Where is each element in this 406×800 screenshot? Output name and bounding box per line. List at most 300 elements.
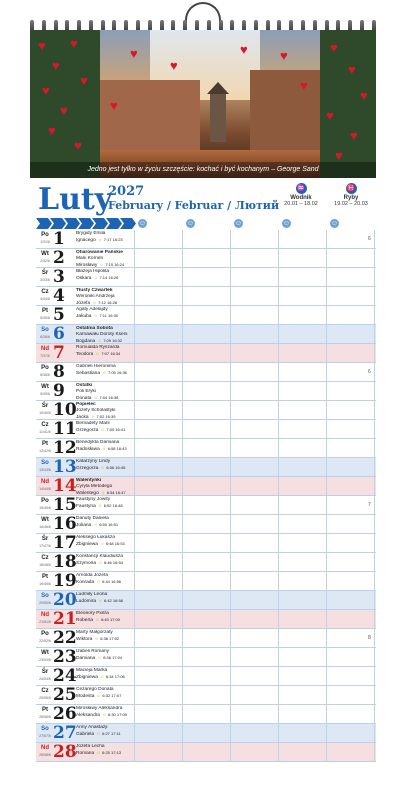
- weekday-label: Po: [41, 631, 49, 637]
- arrow-strip: [36, 218, 134, 229]
- nameday-names: [76, 541, 134, 547]
- person-icon: ☺: [138, 220, 147, 227]
- nameday-names: [76, 440, 134, 445]
- nameday-names: [76, 503, 134, 509]
- name-text: Popielec: [76, 402, 96, 407]
- name-text: Katarzyny Lindy: [76, 459, 111, 464]
- day-row[interactable]: [36, 268, 376, 287]
- name-text: Roberta: [76, 618, 94, 623]
- name-text: Cezarego Donata: [76, 687, 114, 692]
- day-of-year: 24/54/6: [39, 677, 51, 681]
- weekday-label: So: [41, 460, 49, 466]
- name-text: Weroniki Andrzeja: [76, 294, 115, 299]
- day-info: [36, 667, 134, 686]
- nameday-names: [76, 446, 134, 452]
- name-text: Bogdana: [76, 339, 96, 344]
- sunrise-sunset: 6:38 17:02: [100, 636, 120, 641]
- day-row[interactable]: [36, 287, 376, 306]
- day-row[interactable]: [36, 572, 376, 591]
- weekday-label: Śr: [41, 536, 49, 542]
- sunrise-sunset: 6:52 16:48: [103, 503, 123, 508]
- day-number: 23: [53, 647, 77, 667]
- day-row[interactable]: [36, 325, 376, 344]
- arrow-icon: [78, 218, 94, 229]
- week-number: 6: [368, 236, 371, 242]
- sun-icon: ☼: [102, 712, 108, 718]
- name-text: Radosława: [76, 447, 100, 452]
- sunrise-sunset: 7:00 16:41: [106, 427, 126, 432]
- heart-icon: ♥: [300, 78, 308, 93]
- sun-icon: ☼: [97, 503, 104, 509]
- day-row[interactable]: [36, 230, 376, 249]
- nameday-names: [76, 579, 134, 585]
- quote: Jedno jest tylko w życiu szczęście: kochać i być kochanym – George Sand: [30, 162, 376, 178]
- sunrise-sunset: 6:54 16:47: [106, 490, 126, 495]
- name-text: Józefa Lecha: [76, 744, 105, 749]
- name-text: Grzegorza: [76, 466, 99, 471]
- name-text: Modesta: [76, 694, 95, 699]
- nameday-names: [76, 725, 134, 730]
- heart-icon: ♥: [60, 103, 68, 118]
- day-info: [36, 420, 134, 439]
- day-row[interactable]: [36, 477, 376, 496]
- sun-icon: ☼: [90, 414, 97, 420]
- day-of-year: 15/45/6: [39, 506, 51, 510]
- nameday-names: [76, 655, 134, 661]
- column-header: [36, 218, 376, 229]
- zodiac-name: Wodnik: [290, 195, 312, 201]
- sun-icon: ☼: [102, 370, 108, 376]
- weekday-label: Wt: [41, 517, 49, 523]
- name-text: Karnawału Doroty Kseni: [76, 332, 128, 337]
- sun-icon: ☼: [94, 636, 101, 642]
- zodiac-range: 20.01 – 18.02: [284, 201, 318, 207]
- calendar-grid: [36, 230, 376, 762]
- day-of-year: 4/34/6: [40, 297, 50, 301]
- name-text: Marty Małgorzaty: [76, 630, 113, 635]
- heart-icon: ♥: [240, 42, 248, 57]
- photo-plants-right: [320, 30, 376, 178]
- day-number: 16: [53, 514, 77, 534]
- day-number: 14: [53, 476, 77, 496]
- arrow-icon: [106, 218, 122, 229]
- arrow-icon: [36, 218, 52, 229]
- nameday-names: [76, 636, 134, 642]
- column-divider: [134, 230, 135, 762]
- nameday-names: [76, 535, 134, 540]
- weekday-label: Cz: [41, 555, 49, 561]
- day-info: [36, 572, 134, 591]
- name-text: Romana: [76, 751, 95, 756]
- day-row[interactable]: [36, 553, 376, 572]
- holiday-name: [76, 250, 134, 255]
- aquarius-icon: ♒: [296, 185, 306, 192]
- holiday-name: [76, 383, 134, 388]
- nameday-names: [76, 237, 134, 243]
- heart-icon: ♥: [110, 98, 118, 113]
- weekday-label: Śr: [41, 270, 49, 276]
- name-text: Konrada: [76, 580, 95, 585]
- day-row[interactable]: [36, 534, 376, 553]
- sun-icon: ☼: [96, 731, 103, 737]
- week-number: 6: [368, 369, 371, 375]
- sun-icon: ☼: [99, 541, 106, 547]
- day-row[interactable]: [36, 724, 376, 743]
- sunrise-sunset: 7:15 16:24: [105, 262, 125, 267]
- name-text: Izabeli Romany: [76, 649, 110, 654]
- nameday-names: [76, 630, 134, 635]
- day-number: 21: [53, 609, 77, 629]
- nameday-names: [76, 687, 134, 692]
- name-text: Poli Eryki: [76, 389, 96, 394]
- day-number: 22: [53, 628, 77, 648]
- name-text: Ofiarowanie Pańskie: [76, 250, 123, 255]
- name-text: Ostatnia Sobota: [76, 326, 113, 331]
- nameday-names: [76, 256, 134, 261]
- sun-icon: ☼: [96, 579, 103, 585]
- heart-icon: ♥: [170, 58, 178, 73]
- day-row[interactable]: [36, 629, 376, 648]
- sun-icon: ☼: [101, 446, 108, 452]
- sun-icon: ☼: [93, 275, 100, 281]
- day-info: [36, 363, 134, 382]
- weekday-label: Cz: [41, 289, 49, 295]
- name-text: Gabriela: [76, 732, 95, 737]
- sun-icon: ☼: [93, 522, 100, 528]
- sun-icon: ☼: [96, 693, 103, 699]
- day-info: [36, 401, 134, 420]
- nameday-names: [76, 231, 134, 236]
- arrow-icon: [92, 218, 108, 229]
- day-of-year: 3/33/6: [40, 278, 50, 282]
- day-row[interactable]: [36, 363, 376, 382]
- weekday-label: Nd: [41, 479, 49, 485]
- sunrise-sunset: 6:30 17:09: [107, 712, 127, 717]
- day-info: [36, 534, 134, 553]
- day-of-year: 8/38/6: [40, 373, 50, 377]
- day-number: 13: [53, 457, 77, 477]
- day-info: [36, 648, 134, 667]
- name-text: Sebastiana: [76, 371, 101, 376]
- sun-icon: ☼: [98, 598, 104, 604]
- sun-icon: ☼: [100, 427, 107, 433]
- day-of-year: 13/43/6: [39, 468, 51, 472]
- weekday-label: Wt: [41, 384, 49, 390]
- sun-icon: ☼: [100, 490, 107, 496]
- day-info: [36, 382, 134, 401]
- day-row[interactable]: [36, 515, 376, 534]
- heart-icon: ♥: [48, 123, 56, 138]
- day-row[interactable]: [36, 667, 376, 686]
- name-text: Juliana: [76, 523, 92, 528]
- day-row[interactable]: [36, 420, 376, 439]
- nameday-names: [76, 459, 134, 464]
- name-text: Aleksandra: [76, 713, 100, 718]
- weekday-label: Po: [41, 232, 49, 238]
- day-of-year: 12/42/6: [39, 449, 51, 453]
- name-text: Danuty Daniela: [76, 516, 109, 521]
- column-divider: [182, 230, 183, 762]
- weekday-label: Pt: [42, 441, 48, 447]
- name-text: Zbigniewa: [76, 675, 98, 680]
- day-of-year: 17/47/6: [39, 544, 51, 548]
- nameday-names: [76, 370, 134, 376]
- nameday-names: [76, 408, 134, 413]
- heart-icon: ♥: [80, 73, 88, 88]
- name-text: Eleonory Piotra: [76, 611, 109, 616]
- zodiac-range: 19.02 – 20.03: [334, 201, 368, 207]
- day-number: 10: [53, 400, 77, 420]
- day-number: 3: [53, 267, 65, 287]
- name-text: Konstancji Klaudiusza: [76, 554, 123, 559]
- heart-icon: ♥: [280, 48, 288, 63]
- weekday-label: Nd: [41, 346, 49, 352]
- sunrise-sunset: 7:14 16:26: [99, 275, 119, 280]
- holiday-name: [76, 326, 134, 331]
- name-text: Anny Anastazji: [76, 725, 108, 730]
- year: 2027: [108, 184, 145, 199]
- day-of-year: 21/51/6: [39, 620, 51, 624]
- zodiac-name: Ryby: [343, 195, 359, 201]
- month-title: Luty: [38, 182, 113, 217]
- photo-church-tower: [210, 92, 226, 142]
- nameday-names: [76, 744, 134, 749]
- heart-icon: ♥: [335, 148, 343, 163]
- sunrise-sunset: 6:36 17:04: [103, 655, 123, 660]
- sunrise-sunset: 6:34 17:06: [105, 674, 125, 679]
- nameday-names: [76, 712, 134, 718]
- day-number: 20: [53, 590, 77, 610]
- heart-icon: ♥: [130, 46, 138, 61]
- day-of-year: 7/37/6: [40, 354, 50, 358]
- heart-icon: ♥: [70, 36, 78, 51]
- day-row[interactable]: [36, 382, 376, 401]
- nameday-names: [76, 421, 134, 426]
- day-of-year: 14/44/6: [39, 487, 51, 491]
- arrow-icon: [120, 218, 136, 229]
- column-divider: [230, 230, 231, 762]
- day-row[interactable]: [36, 610, 376, 629]
- nameday-names: [76, 554, 134, 559]
- name-text: Szymona: [76, 561, 96, 566]
- header-photo: [30, 30, 376, 178]
- column-divider: [374, 230, 375, 762]
- day-row[interactable]: [36, 591, 376, 610]
- name-text: Brygidy Emila: [76, 231, 106, 236]
- name-text: Bernadety Marii: [76, 421, 110, 426]
- heart-icon: ♥: [52, 58, 60, 73]
- sunrise-sunset: 6:27 17:11: [102, 731, 121, 736]
- name-text: Józefa: [76, 301, 91, 306]
- name-text: Gabrieli Hieronima: [76, 364, 116, 369]
- day-of-year: 28/58/6: [39, 753, 51, 757]
- weekday-label: Cz: [41, 422, 49, 428]
- sunrise-sunset: 6:25 17:13: [102, 750, 122, 755]
- weekday-label: Wt: [41, 251, 49, 257]
- day-row[interactable]: [36, 249, 376, 268]
- nameday-names: [76, 313, 134, 319]
- day-of-year: 27/57/6: [39, 734, 51, 738]
- day-row[interactable]: [36, 686, 376, 705]
- day-number: 4: [53, 286, 65, 306]
- day-of-year: 22/52/6: [39, 639, 51, 643]
- person-icon: ☺: [186, 220, 195, 227]
- nameday-names: [76, 307, 134, 312]
- day-info: [36, 287, 134, 306]
- day-row[interactable]: [36, 439, 376, 458]
- nameday-names: [76, 560, 134, 566]
- sunrise-sunset: 7:05 16:36: [108, 370, 127, 375]
- heart-icon: ♥: [330, 40, 338, 55]
- nameday-names: [76, 611, 134, 616]
- week-number: 7: [368, 502, 371, 508]
- nameday-names: [76, 617, 134, 623]
- sunrise-sunset: 7:07 16:34: [101, 351, 121, 356]
- day-number: 27: [53, 723, 77, 743]
- name-text: Wiktora: [76, 637, 93, 642]
- name-text: Romualda Ryszarda: [76, 345, 120, 350]
- day-row[interactable]: [36, 743, 376, 762]
- name-text: Zbigniewa: [76, 542, 98, 547]
- weekday-label: Śr: [41, 403, 49, 409]
- sunrise-sunset: 6:44 16:56: [102, 579, 122, 584]
- holiday-name: [76, 288, 134, 293]
- person-icon: ☺: [330, 220, 339, 227]
- day-number: 19: [53, 571, 77, 591]
- person-icon: ☺: [234, 220, 243, 227]
- sun-icon: ☼: [100, 465, 107, 471]
- day-row[interactable]: [36, 344, 376, 363]
- nameday-names: [76, 516, 134, 521]
- holiday-name: [76, 402, 134, 407]
- day-of-year: 1/31/6: [40, 240, 50, 244]
- day-info: [36, 477, 134, 496]
- day-info: [36, 325, 134, 344]
- day-number: 12: [53, 438, 77, 458]
- nameday-names: [76, 345, 134, 350]
- sun-icon: ☼: [99, 262, 106, 268]
- nameday-names: [76, 269, 134, 274]
- day-info: [36, 439, 134, 458]
- day-number: 17: [53, 533, 77, 553]
- nameday-names: [76, 706, 134, 711]
- arrow-icon: [64, 218, 80, 229]
- sun-icon: ☼: [99, 674, 106, 680]
- name-text: Walentynki: [76, 478, 102, 483]
- weekday-label: So: [41, 593, 49, 599]
- day-info: [36, 515, 134, 534]
- person-icon: ☺: [282, 220, 291, 227]
- sunrise-sunset: 6:48 16:53: [105, 541, 125, 546]
- nameday-names: [76, 573, 134, 578]
- weekday-label: Pt: [42, 574, 48, 580]
- sunrise-sunset: 6:58 16:43: [107, 446, 127, 451]
- column-divider: [326, 230, 327, 762]
- nameday-names: [76, 389, 134, 394]
- day-row[interactable]: [36, 306, 376, 325]
- day-number: 28: [53, 742, 77, 762]
- heart-icon: ♥: [42, 83, 50, 98]
- nameday-names: [76, 275, 134, 281]
- day-info: [36, 686, 134, 705]
- sunrise-sunset: 6:32 17:07: [102, 693, 122, 698]
- nameday-names: [76, 731, 134, 737]
- name-text: Aleksego Łukasza: [76, 535, 115, 540]
- nameday-names: [76, 427, 134, 433]
- day-row[interactable]: [36, 496, 376, 515]
- name-text: Faustyna: [76, 504, 96, 509]
- name-text: Damiana: [76, 656, 96, 661]
- day-row[interactable]: [36, 401, 376, 420]
- day-number: 7: [53, 343, 65, 363]
- name-text: Błażeja Hipolita: [76, 269, 110, 274]
- day-number: 8: [53, 362, 65, 382]
- month-translations: February / Februar / Лютий: [108, 199, 280, 212]
- nameday-names: [76, 598, 134, 604]
- day-info: [36, 344, 134, 363]
- sunrise-sunset: 7:11 16:30: [99, 313, 119, 318]
- name-text: Walentego: [76, 491, 99, 496]
- name-text: Jakuba: [76, 314, 92, 319]
- day-row[interactable]: [36, 458, 376, 477]
- name-text: Cyryla Metodego: [76, 484, 113, 489]
- day-info: [36, 268, 134, 287]
- sun-icon: ☼: [97, 655, 104, 661]
- day-of-year: 11/41/6: [39, 430, 51, 434]
- name-text: Ignacego: [76, 238, 96, 243]
- sunrise-sunset: 7:12 16:28: [98, 300, 118, 305]
- day-number: 24: [53, 666, 77, 686]
- holiday-name: [76, 478, 134, 483]
- sunrise-sunset: 6:46 16:54: [103, 560, 123, 565]
- weekday-label: Pt: [42, 707, 48, 713]
- day-of-year: 23/53/6: [39, 658, 51, 662]
- weekday-label: So: [41, 726, 49, 732]
- sunrise-sunset: 7:09 16:32: [103, 338, 123, 343]
- name-text: Arnolda Józefa: [76, 573, 108, 578]
- weekday-label: So: [41, 327, 49, 333]
- day-number: 25: [53, 685, 77, 705]
- day-info: [36, 496, 134, 515]
- name-text: Marii Korneli: [76, 256, 103, 261]
- nameday-names: [76, 522, 134, 528]
- sun-icon: ☼: [92, 300, 99, 306]
- day-row[interactable]: [36, 648, 376, 667]
- name-text: Ludmiły Leona: [76, 592, 108, 597]
- name-text: Tłusty Czwartek: [76, 288, 113, 293]
- day-number: 9: [53, 381, 65, 401]
- name-text: Ostatki: [76, 383, 93, 388]
- weekday-label: Śr: [41, 669, 49, 675]
- heart-icon: ♥: [74, 138, 82, 153]
- name-text: Agaty Adelajdy: [76, 307, 108, 312]
- sun-icon: ☼: [98, 560, 104, 566]
- name-text: Ludomira: [76, 599, 96, 604]
- weekday-label: Po: [41, 498, 49, 504]
- sun-icon: ☼: [96, 750, 103, 756]
- day-row[interactable]: [36, 705, 376, 724]
- sun-icon: ☼: [93, 395, 100, 401]
- nameday-names: [76, 465, 134, 471]
- day-of-year: 16/46/6: [39, 525, 51, 529]
- sun-icon: ☼: [93, 313, 100, 319]
- zodiac-aquarius: [278, 183, 324, 207]
- sunrise-sunset: 7:17 16:23: [103, 237, 123, 242]
- day-of-year: 5/35/6: [40, 316, 50, 320]
- weekday-label: Po: [41, 365, 49, 371]
- sunrise-sunset: 6:40 17:00: [101, 617, 120, 622]
- heart-icon: ♥: [348, 62, 356, 77]
